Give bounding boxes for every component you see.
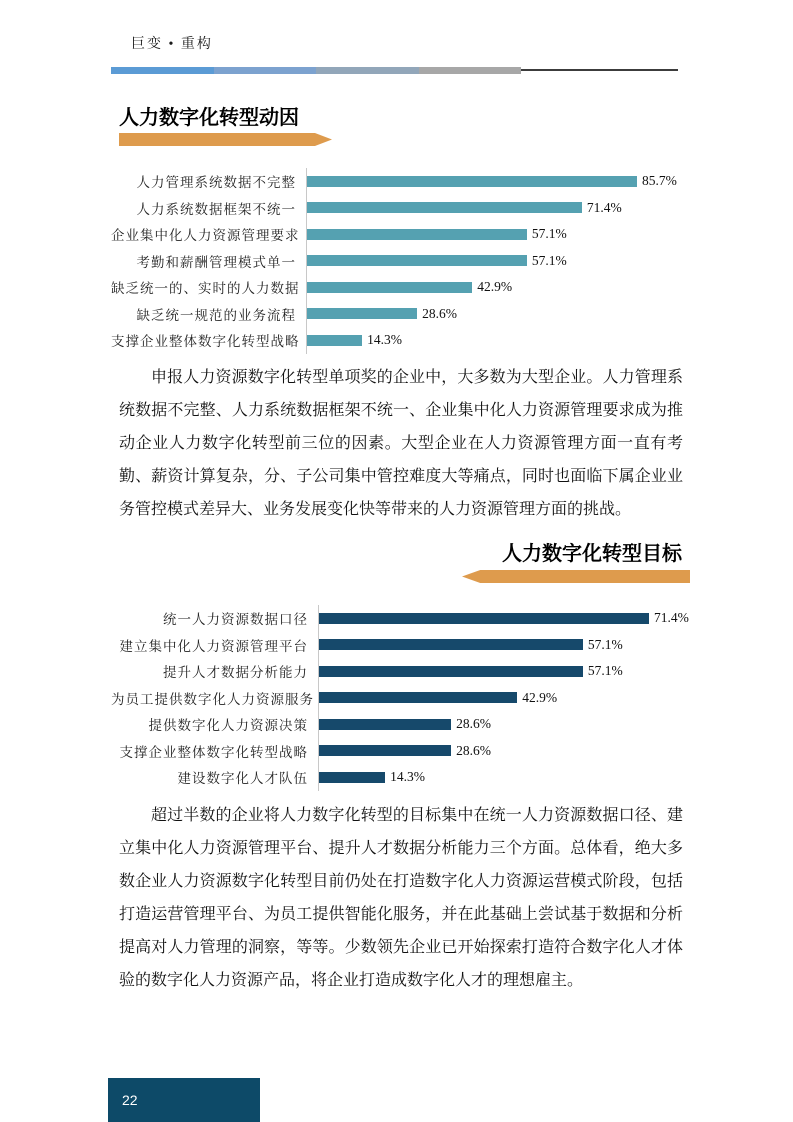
paragraph-drivers: 申报人力资源数字化转型单项奖的企业中，大多数为大型企业。人力管理系统数据不完整、人力系统数据框架不统一、企业集中化人力资源管理要求成为推动企业人力数字化转型前三位的因素。大型企业在人力资源管理方面一直有考勤、薪资计算复杂，分、子公司集中管控难度大等痛点，同时也面临下属企业业务管控模式差异大、业务发展变化快等带来的人力资源管理方面的挑战。 (119, 369, 683, 518)
chart-transformation-goals (111, 605, 738, 791)
right-arrow-decoration (119, 133, 332, 146)
bar-cell (318, 685, 738, 712)
bar-label: 缺乏统一规范的业务流程 (136, 307, 296, 323)
bar-label: 建设数字化人才队伍 (177, 771, 308, 787)
chart-row (111, 658, 738, 685)
paragraph-goals: 超过半数的企业将人力数字化转型的目标集中在统一人力资源数据口径、建立集中化人力资源管理平台、提升人才数据分析能力三个方面。总体看，绝大多数企业人力资源数字化转型目前仍处在打造数字化人力资源运营模式阶段，包括打造运营管理平台、为员工提供智能化服务，并在此基础上尝试基于数据和分析提高对人力管理的洞察，等等。少数领先企业已开始探索打造符合数字化人才体验的数字化人力资源产品，将企业打造成数字化人才的理想雇主。 (119, 807, 683, 989)
bar-cell (318, 632, 738, 659)
bar-cell (318, 764, 738, 791)
bar-value: 42.9% (522, 689, 558, 705)
chart-row (111, 685, 738, 712)
bar (307, 202, 582, 213)
left-arrow-decoration (462, 570, 690, 583)
bar (307, 255, 527, 266)
chart-row (111, 738, 738, 765)
bar-cell (306, 195, 726, 222)
bar-cell (318, 658, 738, 685)
bar-label: 缺乏统一的、实时的人力数据 (111, 281, 300, 297)
chart-row (111, 301, 726, 328)
bar (319, 745, 451, 756)
bar (307, 176, 637, 187)
chart-row (111, 605, 738, 632)
bar-cell (306, 248, 726, 275)
bar-cell (306, 168, 726, 195)
bar-label: 支撑企业整体数字化转型战略 (119, 744, 308, 760)
bar-value: 14.3% (367, 332, 402, 348)
bar-cell (318, 711, 738, 738)
bar (307, 282, 472, 293)
divider-segment-1 (111, 67, 214, 74)
page-number: 22 (122, 1092, 138, 1108)
header-divider-bar (111, 67, 521, 74)
chart-row (111, 327, 726, 354)
bar (307, 229, 527, 240)
bar-cell (306, 301, 726, 328)
bar-value: 28.6% (456, 742, 492, 758)
divider-segment-4 (419, 67, 522, 74)
bar-cell (306, 274, 726, 301)
bar-value: 71.4% (586, 199, 622, 215)
bar-value: 28.6% (422, 305, 457, 321)
bar-label: 建立集中化人力资源管理平台 (119, 638, 308, 654)
bar-label: 提供数字化人力资源决策 (148, 718, 308, 734)
bar-label: 人力管理系统数据不完整 (136, 175, 296, 191)
bar-label: 人力系统数据框架不统一 (136, 201, 296, 217)
bar-label: 企业集中化人力资源管理要求 (111, 228, 300, 244)
chart-row (111, 168, 726, 195)
header-divider-line (521, 69, 678, 71)
bar (319, 772, 385, 783)
bar-cell (306, 221, 726, 248)
page-number-box (108, 1078, 260, 1122)
bar-cell (318, 738, 738, 765)
bar-value: 14.3% (390, 769, 425, 785)
bar-value: 57.1% (531, 252, 567, 268)
chart-transformation-drivers (111, 168, 726, 354)
bar-cell (306, 327, 726, 354)
bar-value: 28.6% (456, 716, 492, 732)
chart-row (111, 248, 726, 275)
bar-value: 42.9% (477, 279, 513, 295)
divider-segment-3 (316, 67, 419, 74)
bar (319, 692, 517, 703)
bar (319, 613, 649, 624)
bar-value: 71.4% (654, 610, 689, 626)
divider-segment-2 (214, 67, 317, 74)
chart-row (111, 274, 726, 301)
header-running-title: 巨变 • 重构 (131, 37, 213, 52)
bar-label: 统一人力资源数据口径 (163, 612, 308, 628)
section-title-goals: 人力数字化转型目标 (502, 543, 682, 565)
bar-value: 57.1% (587, 663, 623, 679)
bar-label: 考勤和薪酬管理模式单一 (136, 254, 296, 270)
chart-row (111, 195, 726, 222)
bar-value: 85.7% (642, 173, 677, 189)
bar (319, 666, 583, 677)
bar (319, 719, 451, 730)
bar (307, 335, 362, 346)
bar-value: 57.1% (531, 226, 567, 242)
bar (319, 639, 583, 650)
chart-row (111, 632, 738, 659)
bar-label: 为员工提供数字化人力资源服务 (111, 691, 314, 707)
bar-label: 提升人才数据分析能力 (163, 665, 308, 681)
bar-cell (318, 605, 738, 632)
bar (307, 308, 417, 319)
chart-row (111, 764, 738, 791)
chart-row (111, 221, 726, 248)
chart-row (111, 711, 738, 738)
bar-value: 57.1% (587, 636, 623, 652)
bar-label: 支撑企业整体数字化转型战略 (111, 334, 300, 350)
section-title-drivers: 人力数字化转型动因 (119, 107, 299, 129)
